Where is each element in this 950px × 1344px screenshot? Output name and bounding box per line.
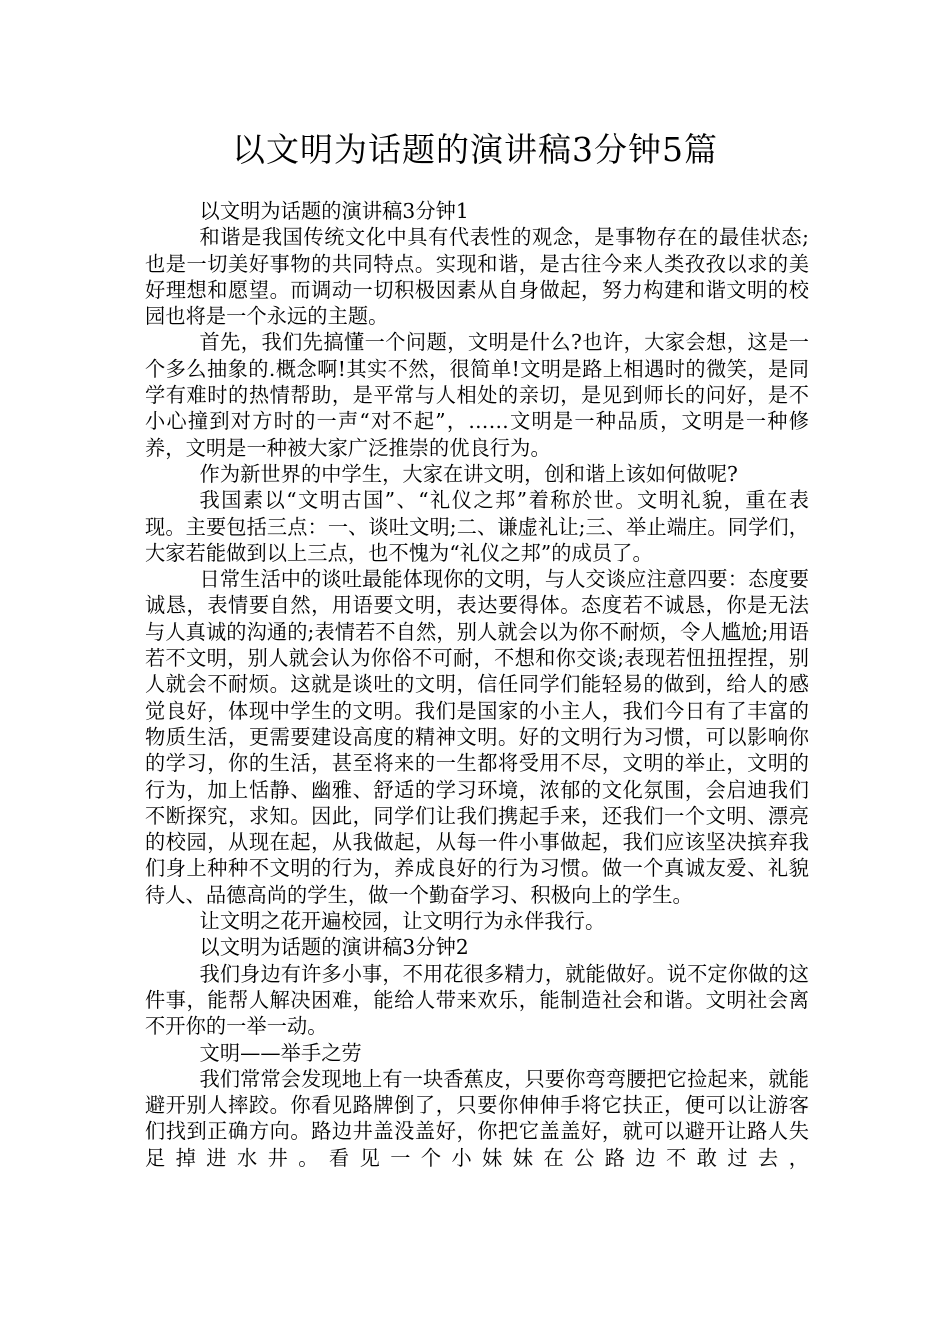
paragraph: 我国素以“文明古国”、“礼仪之邦”着称於世。文明礼貌，重在表现。主要包括三点：一、谈吐文明;二、谦虚礼让;三、举止端庄。同学们，大家若能做到以上三点，也不愧为“礼仪之邦”的成员了。 [145, 488, 809, 565]
paragraph: 让文明之花开遍校园，让文明行为永伴我行。 [199, 909, 606, 934]
paragraph: 我们常常会发现地上有一块香蕉皮，只要你弯弯腰把它捡起来，就能避开别人摔跤。你看见路牌倒了，只要你伸伸手将它扶正，便可以让游客们找到正确方向。路边井盖没盖好，你把它盖盖好，就可以避开让路人失足掉进水井。看见一个小妹妹在公路边不敢过去， [145, 1066, 809, 1170]
document-title: 以文明为话题的演讲稿3分钟5篇 [232, 130, 718, 169]
section-heading-2: 以文明为话题的演讲稿3分钟2 [199, 935, 469, 960]
paragraph: 和谐是我国传统文化中具有代表性的观念，是事物存在的最佳状态;也是一切美好事物的共同特点。实现和谐，是古往今来人类孜孜以求的美好理想和愿望。而调动一切积极因素从自身做起，努力构建和谐文明的校园也将是一个永远的主题。 [145, 225, 809, 329]
paragraph: 我们身边有许多小事，不用花很多精力，就能做好。说不定你做的这件事，能帮人解决困难，能给人带来欢乐，能制造社会和谐。文明社会离不开你的一举一动。 [145, 961, 809, 1039]
subheading: 文明——举手之劳 [199, 1040, 362, 1065]
paragraph: 日常生活中的谈吐最能体现你的文明，与人交谈应注意四要：态度要诚恳，表情要自然，用语要文明，表达要得体。态度若不诚恳，你是无法与人真诚的沟通的;表情若不自然，别人就会以为你不耐烦，令人尴尬;用语若不文明，别人就会认为你俗不可耐，不想和你交谈;表现若忸扭捏捏，别人就会不耐烦。这就是谈吐的文明，信任同学们能轻易的做到，给人的感觉良好，体现中学生的文明。我们是国家的小主人，我们今日有了丰富的物质生活，更需要建设高度的精神文明。好的文明行为习惯，可以影响你的学习，你的生活，甚至将来的一生都将受用不尽，文明的举止，文明的行为，加上恬静、幽雅、舒适的学习环境，浓郁的文化氛围，会启迪我们不断探究，求知。因此，同学们让我们携起手来，还我们一个文明、漂亮的校园，从现在起，从我做起，从每一件小事做起，我们应该坚决摈弃我们身上种种不文明的行为，养成良好的行为习惯。做一个真诚友爱、礼貌待人、品德高尚的学生，做一个勤奋学习、积极向上的学生。 [145, 567, 809, 907]
section-heading-1: 以文明为话题的演讲稿3分钟1 [199, 199, 469, 223]
paragraph: 首先，我们先搞懂一个问题，文明是什么?也许，大家会想，这是一个多么抽象的.概念啊!其实不然，很简单!文明是路上相遇时的微笑，是同学有难时的热情帮助，是平常与人相处的亲切，是见到师长的问好，是不小心撞到对方时的一声“对不起”，……文明是一种品质，文明是一种修养，文明是一种被大家广泛推崇的优良行为。 [145, 330, 809, 460]
document-body [145, 198, 809, 1171]
paragraph: 作为新世界的中学生，大家在讲文明，创和谐上该如何做呢? [199, 461, 738, 486]
